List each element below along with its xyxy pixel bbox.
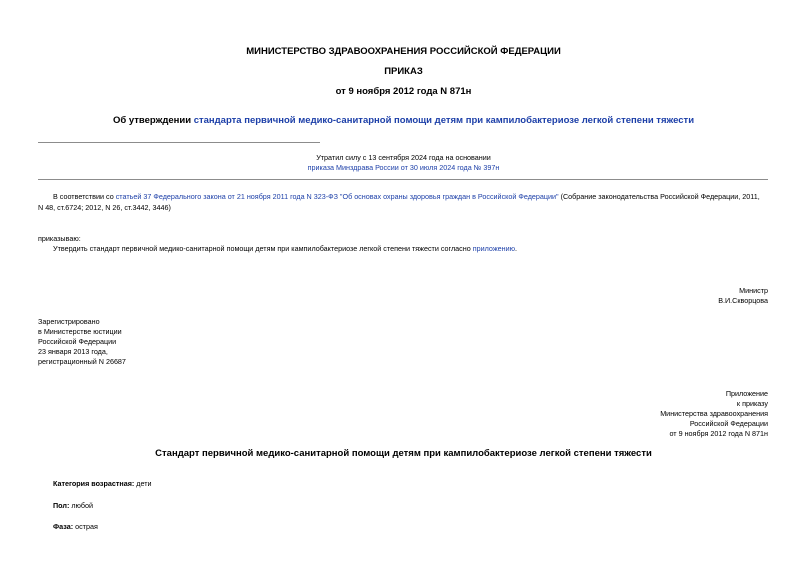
preamble-prefix: В соответствии со — [53, 192, 116, 201]
appendix-line: от 9 ноября 2012 года N 871н — [669, 429, 768, 438]
document-title — [0, 115, 807, 126]
appendix-line: к приказу — [736, 399, 768, 408]
divider-top — [38, 142, 320, 143]
field-phase — [53, 522, 98, 532]
field-value: любой — [69, 501, 94, 510]
appendix-line: Приложение — [725, 389, 768, 398]
appendix-line: Министерства здравоохранения — [660, 409, 768, 418]
ministry-heading: МИНИСТЕРСТВО ЗДРАВООХРАНЕНИЯ РОССИЙСКОЙ ФЕДЕРАЦИИ — [246, 46, 561, 57]
approve-suffix: . — [515, 244, 518, 253]
field-sex — [53, 501, 93, 511]
standard-title: Стандарт первичной медико-санитарной помощи детям при кампилобактериозе легкой степени тяжести — [155, 448, 652, 459]
registration-line: Российской Федерации — [38, 337, 117, 346]
signature-position: Министр — [739, 286, 768, 295]
appendix-line: Российской Федерации — [689, 419, 768, 428]
field-age-category — [53, 479, 152, 489]
registration-line: в Министерстве юстиции — [38, 327, 122, 336]
document-date-number: от 9 ноября 2012 года N 871н — [335, 86, 472, 97]
registration-line: 23 января 2013 года, — [38, 347, 108, 356]
document-title-prefix: Об утверждении — [112, 115, 194, 126]
preamble-line-2: N 48, ст.6724; 2012, N 26, ст.3442, 3446) — [38, 203, 171, 212]
approve-prefix: Утвердить стандарт первичной медико-санитарной помощи детям при кампилобактериозе легкой степени тяжести согласно — [53, 244, 473, 253]
signature-name: В.И.Скворцова — [718, 296, 768, 305]
field-value: острая — [73, 522, 98, 531]
registration-line: Зарегистрировано — [38, 317, 100, 326]
field-label: Пол: — [53, 501, 70, 510]
preamble-suffix: (Собрание законодательства Российской Федерации, 2011, — [558, 192, 760, 201]
document-type: ПРИКАЗ — [384, 66, 423, 77]
notice-link[interactable]: приказа Минздрава России от 30 июля 2024 года № 397н — [307, 163, 500, 172]
notice-line-1: Утратил силу с 13 сентября 2024 года на основании — [316, 153, 491, 162]
preamble-line-1 — [53, 192, 760, 202]
registration-line: регистрационный N 26687 — [38, 357, 126, 366]
field-label: Категория возрастная: — [53, 479, 135, 488]
appendix-link[interactable]: приложению — [472, 244, 516, 253]
law-link[interactable]: статьей 37 Федерального закона от 21 ноября 2011 года N 323-ФЗ "Об основах охраны здоровья граждан в Российской Федерации" — [115, 192, 559, 201]
divider-bottom — [38, 179, 768, 180]
order-word: приказываю: — [38, 234, 81, 243]
document-title-link[interactable]: стандарта первичной медико-санитарной помощи детям при кампилобактериозе легкой степени тяжести — [193, 115, 695, 126]
field-label: Фаза: — [53, 522, 74, 531]
field-value: дети — [134, 479, 152, 488]
approve-line — [53, 244, 517, 254]
